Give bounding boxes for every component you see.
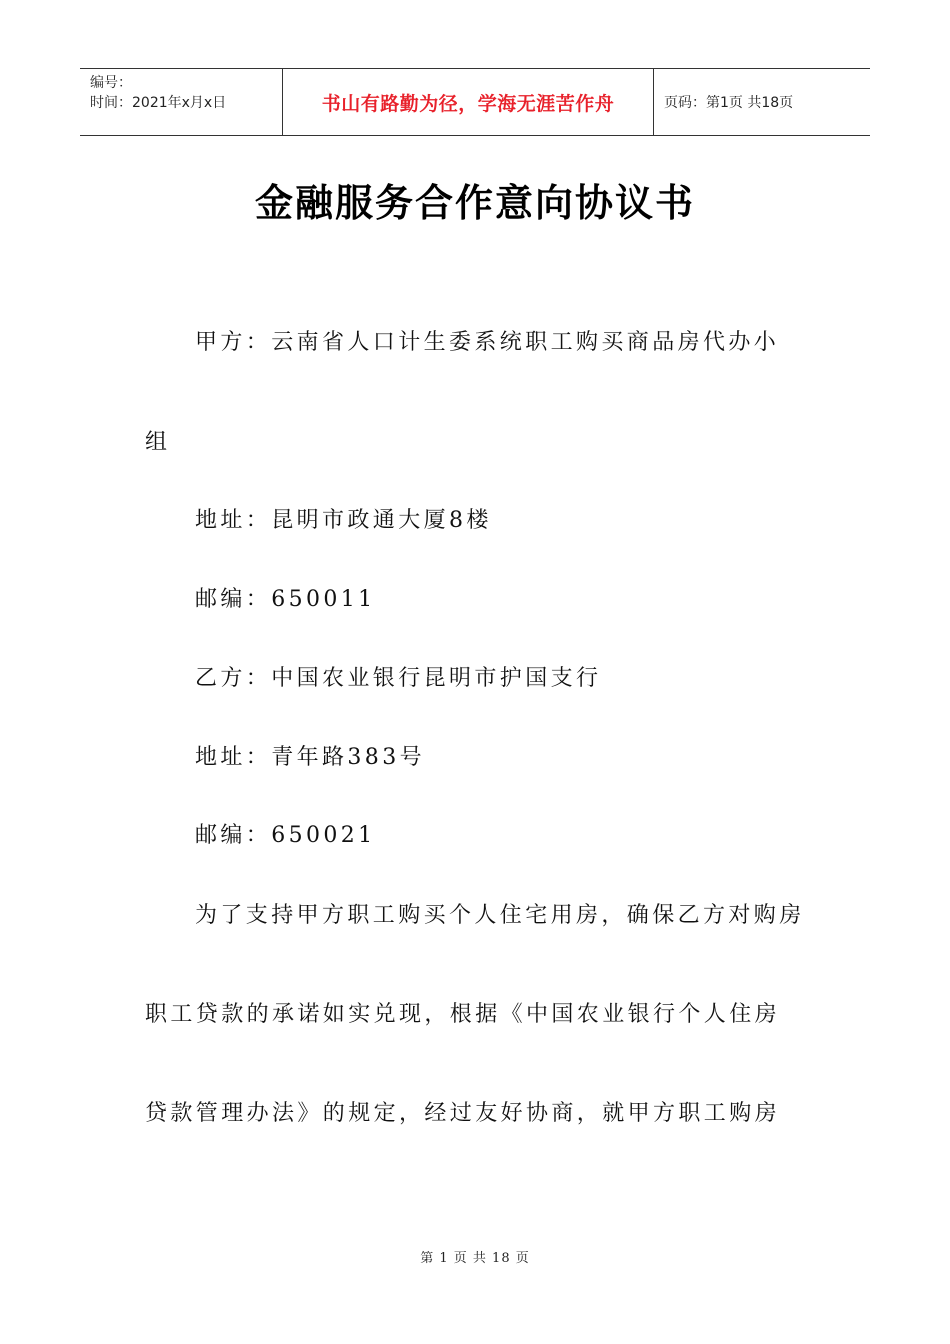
intro-line-2: 职工贷款的承诺如实兑现，根据《中国农业银行个人住房: [145, 1002, 781, 1027]
header-time-label: 时间：2021年x月x日: [90, 95, 227, 111]
document-header: [80, 68, 870, 136]
party-a-postcode: 邮编：650011: [195, 587, 376, 612]
header-page-info: 页码：第1页 共18页: [664, 95, 794, 111]
party-a-address: 地址：昆明市政通大厦8楼: [195, 508, 492, 533]
header-number-label: 编号：: [90, 75, 132, 91]
party-b-postcode: 邮编：650021: [195, 823, 376, 848]
party-b-address: 地址：青年路383号: [195, 745, 425, 770]
document-title: 金融服务合作意向协议书: [254, 181, 695, 225]
header-meta: [80, 69, 282, 135]
party-b-name: 乙方：中国农业银行昆明市护国支行: [195, 666, 602, 691]
intro-line-3: 贷款管理办法》的规定，经过友好协商，就甲方职工购房: [145, 1101, 781, 1126]
party-a-line-2: 组: [145, 430, 171, 455]
page-footer: 第 1 页 共 18 页: [420, 1251, 530, 1266]
party-a-line-1: 甲方：云南省人口计生委系统职工购买商品房代办小: [195, 330, 780, 355]
intro-line-1: 为了支持甲方职工购买个人住宅用房，确保乙方对购房: [195, 903, 805, 928]
header-motto: 书山有路勤为径，学海无涯苦作舟: [282, 69, 654, 135]
